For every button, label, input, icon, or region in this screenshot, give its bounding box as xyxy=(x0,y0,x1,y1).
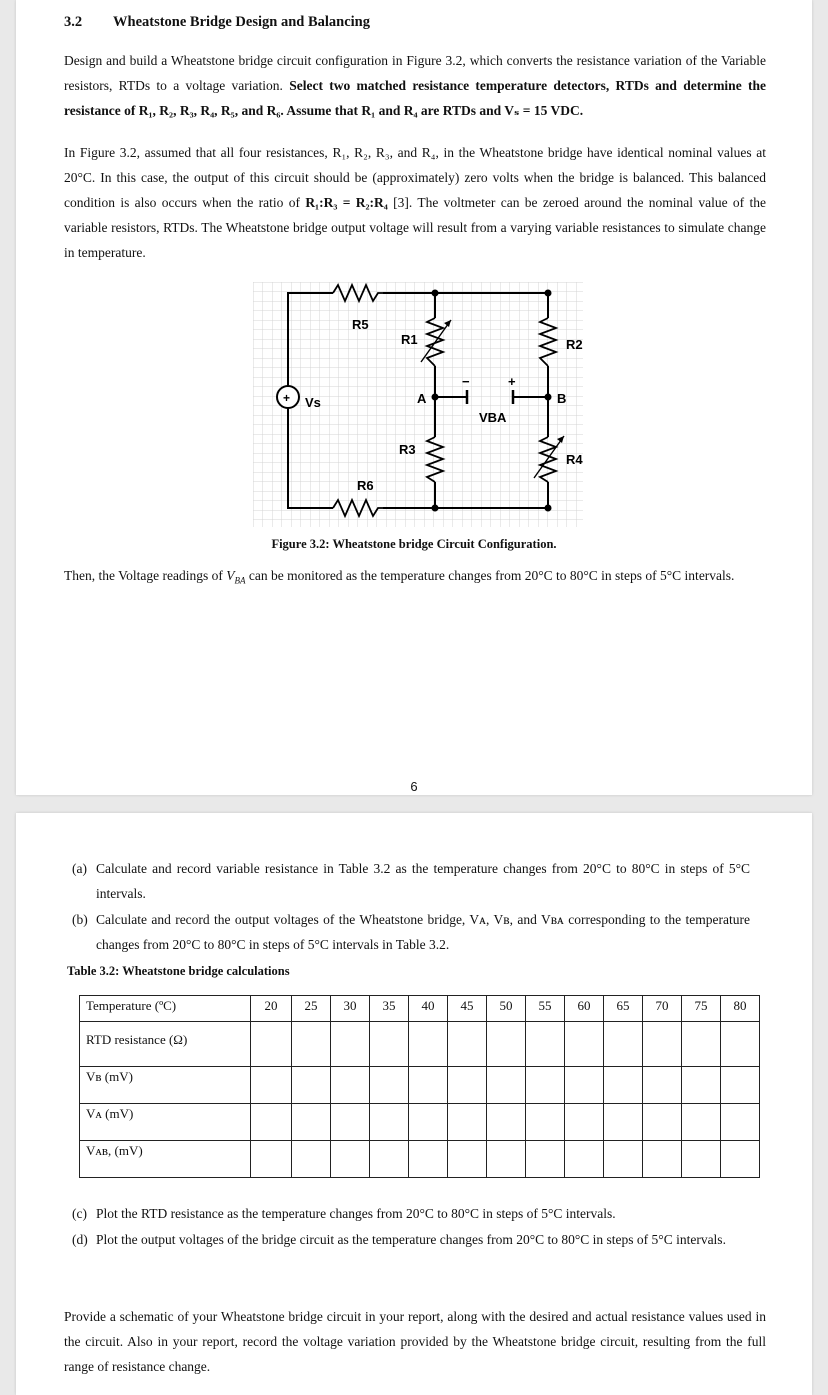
task-a-label: (a) xyxy=(72,861,87,876)
junction-dot xyxy=(545,505,552,512)
balance-paragraph xyxy=(64,140,766,265)
junction-dot xyxy=(432,290,439,297)
input-cell[interactable] xyxy=(331,1022,370,1067)
input-cell[interactable] xyxy=(409,1067,448,1104)
wheatstone-bridge-figure xyxy=(253,282,583,527)
temp-cell: 30 xyxy=(331,996,370,1022)
input-cell[interactable] xyxy=(721,1141,760,1178)
input-cell[interactable] xyxy=(604,1141,643,1178)
input-cell[interactable] xyxy=(643,1022,682,1067)
task-b-label: (b) xyxy=(72,912,88,927)
document-page-1 xyxy=(16,0,812,795)
monitor-paragraph xyxy=(64,563,766,594)
label-vs: Vs xyxy=(305,395,321,410)
input-cell[interactable] xyxy=(487,1067,526,1104)
input-cell[interactable] xyxy=(721,1022,760,1067)
table-row xyxy=(80,1022,760,1067)
table-row xyxy=(80,1141,760,1178)
input-cell[interactable] xyxy=(331,1067,370,1104)
input-cell[interactable] xyxy=(604,1022,643,1067)
label-plus: + xyxy=(508,374,516,389)
input-cell[interactable] xyxy=(370,1022,409,1067)
temp-cell: 60 xyxy=(565,996,604,1022)
temp-cell: 20 xyxy=(251,996,292,1022)
row-va: Vᴀ (mV) xyxy=(80,1104,251,1141)
temp-cell: 65 xyxy=(604,996,643,1022)
balance-ratio: R₁:R₃ = R₂:R₄ xyxy=(305,195,388,210)
task-a xyxy=(72,856,750,906)
input-cell[interactable] xyxy=(682,1067,721,1104)
temp-cell: 70 xyxy=(643,996,682,1022)
label-r1: R1 xyxy=(401,332,418,347)
input-cell[interactable] xyxy=(565,1104,604,1141)
input-cell[interactable] xyxy=(682,1141,721,1178)
vba-sub: BA xyxy=(234,575,246,586)
junction-dot xyxy=(545,290,552,297)
temperature-header: Temperature (ºC) xyxy=(80,996,251,1022)
input-cell[interactable] xyxy=(448,1022,487,1067)
input-cell[interactable] xyxy=(604,1067,643,1104)
calculation-table xyxy=(79,995,760,1178)
table-row xyxy=(80,1067,760,1104)
input-cell[interactable] xyxy=(409,1022,448,1067)
table-row xyxy=(80,1104,760,1141)
label-node-b: B xyxy=(557,391,567,406)
input-cell[interactable] xyxy=(487,1141,526,1178)
table-caption: Table 3.2: Wheatstone bridge calculations xyxy=(67,964,290,978)
input-cell[interactable] xyxy=(526,1141,565,1178)
input-cell[interactable] xyxy=(292,1022,331,1067)
input-cell[interactable] xyxy=(448,1141,487,1178)
task-d-text: Plot the output voltages of the bridge circuit as the temperature changes from 20°C to 80°C in steps of 5°C intervals. xyxy=(96,1232,726,1247)
input-cell[interactable] xyxy=(331,1104,370,1141)
design-text: Design and build a Wheatstone bridge circuit configuration in Figure 3.2, which converts the resistance variation of the Variable resistors, RTDs to a voltage variation. xyxy=(64,53,766,93)
input-cell[interactable] xyxy=(643,1104,682,1141)
source-plus-mark: + xyxy=(283,391,291,405)
label-r5: R5 xyxy=(352,317,369,332)
input-cell[interactable] xyxy=(409,1141,448,1178)
input-cell[interactable] xyxy=(448,1104,487,1141)
input-cell[interactable] xyxy=(682,1104,721,1141)
input-cell[interactable] xyxy=(565,1141,604,1178)
input-cell[interactable] xyxy=(487,1022,526,1067)
input-cell[interactable] xyxy=(251,1067,292,1104)
input-cell[interactable] xyxy=(370,1141,409,1178)
input-cell[interactable] xyxy=(370,1067,409,1104)
label-minus: − xyxy=(462,374,470,389)
input-cell[interactable] xyxy=(643,1141,682,1178)
input-cell[interactable] xyxy=(487,1104,526,1141)
page-number: 6 xyxy=(410,779,418,794)
label-node-a: A xyxy=(417,391,427,406)
temp-cell: 55 xyxy=(526,996,565,1022)
balance-text-c: [3]. The voltmeter can be zeroed around the nominal value of the variable resistors, RTDs. The Wheatstone bridge output voltage will result from a varying variable resistances to simulate change in temperature. xyxy=(64,195,766,260)
task-b-text: Calculate and record the output voltages of the Wheatstone bridge, Vᴀ, Vʙ, and Vʙᴀ corresponding to the temperature changes from 20°C to 80°C in steps of 5°C intervals in Table 3.2. xyxy=(96,912,750,952)
row-vab: Vᴀʙ, (mV) xyxy=(80,1141,251,1178)
label-r3: R3 xyxy=(399,442,416,457)
temp-cell: 80 xyxy=(721,996,760,1022)
input-cell[interactable] xyxy=(721,1067,760,1104)
input-cell[interactable] xyxy=(565,1022,604,1067)
design-instruction: Select two matched resistance temperature detectors, RTDs and determine the resistance of R₁, R₂, R₃, R₄, R₅, and R₆. Assume that R₁ and R₄ are RTDs and Vₛ = 15 VDC. xyxy=(64,78,766,118)
section-number: 3.2 xyxy=(64,14,83,30)
temp-cell: 35 xyxy=(370,996,409,1022)
label-r6: R6 xyxy=(357,478,374,493)
input-cell[interactable] xyxy=(292,1067,331,1104)
label-vba: VBA xyxy=(479,410,507,425)
input-cell[interactable] xyxy=(251,1022,292,1067)
section-heading xyxy=(64,14,370,31)
monitor-text-b: can be monitored as the temperature changes from 20°C to 80°C in steps of 5°C intervals. xyxy=(245,568,735,583)
row-vb: Vʙ (mV) xyxy=(80,1067,251,1104)
row-rtd-resistance: RTD resistance (Ω) xyxy=(80,1022,251,1067)
input-cell[interactable] xyxy=(292,1104,331,1141)
input-cell[interactable] xyxy=(251,1141,292,1178)
task-d xyxy=(72,1227,750,1252)
temp-cell: 50 xyxy=(487,996,526,1022)
task-c xyxy=(72,1201,750,1226)
task-c-text: Plot the RTD resistance as the temperature changes from 20°C to 80°C in steps of 5°C intervals. xyxy=(96,1206,616,1221)
node-b-dot xyxy=(545,394,552,401)
table-header-row xyxy=(80,996,760,1022)
input-cell[interactable] xyxy=(526,1104,565,1141)
section-title: Wheatstone Bridge Design and Balancing xyxy=(113,14,370,30)
task-b xyxy=(72,907,750,957)
input-cell[interactable] xyxy=(292,1141,331,1178)
input-cell[interactable] xyxy=(682,1022,721,1067)
input-cell[interactable] xyxy=(370,1104,409,1141)
input-cell[interactable] xyxy=(565,1067,604,1104)
report-instructions: Provide a schematic of your Wheatstone bridge circuit in your report, along with the desired and actual resistance values used in the circuit. Also in your report, record the voltage variation provided by the Wheatstone bridge circuit, resulting from the full range of resistance change. xyxy=(64,1309,766,1374)
task-c-label: (c) xyxy=(72,1206,87,1221)
input-cell[interactable] xyxy=(448,1067,487,1104)
label-r4: R4 xyxy=(566,452,583,467)
input-cell[interactable] xyxy=(526,1067,565,1104)
task-d-label: (d) xyxy=(72,1232,88,1247)
node-a-dot xyxy=(432,394,439,401)
monitor-text-a: Then, the Voltage readings of xyxy=(64,568,227,583)
balance-text-a: In Figure 3.2, assumed that all four resistances, R₁, R₂, R₃, and R₄, in the Wheatstone bridge have identical nominal values at 20°C. In this case, the output of this circuit should be (approximately) zero volts when the bridge is balanced. This balanced condition is also occurs when the ratio of xyxy=(64,145,766,210)
vba-var: V xyxy=(226,568,235,583)
task-a-text: Calculate and record variable resistance in Table 3.2 as the temperature changes from 20°C to 80°C in steps of 5°C intervals. xyxy=(96,861,750,901)
input-cell[interactable] xyxy=(604,1104,643,1141)
junction-dot xyxy=(432,505,439,512)
temp-cell: 75 xyxy=(682,996,721,1022)
input-cell[interactable] xyxy=(409,1104,448,1141)
temp-cell: 45 xyxy=(448,996,487,1022)
figure-caption: Figure 3.2: Wheatstone bridge Circuit Configuration. xyxy=(271,537,557,551)
input-cell[interactable] xyxy=(251,1104,292,1141)
input-cell[interactable] xyxy=(526,1022,565,1067)
temp-cell: 25 xyxy=(292,996,331,1022)
input-cell[interactable] xyxy=(643,1067,682,1104)
label-r2: R2 xyxy=(566,337,583,352)
input-cell[interactable] xyxy=(331,1141,370,1178)
input-cell[interactable] xyxy=(721,1104,760,1141)
design-paragraph xyxy=(64,48,766,123)
temp-cell: 40 xyxy=(409,996,448,1022)
